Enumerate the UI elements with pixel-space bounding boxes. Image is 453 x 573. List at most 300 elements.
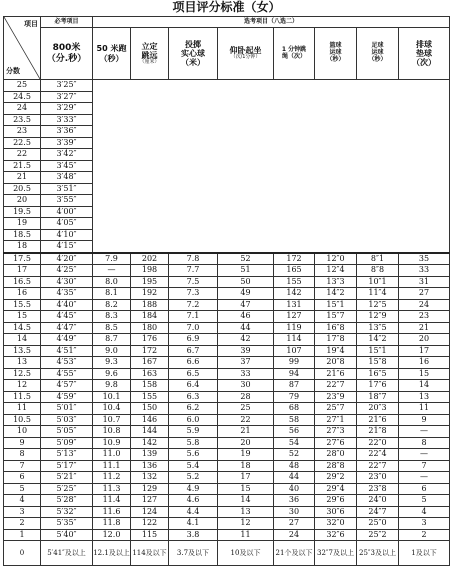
value-cell: 58: [274, 414, 315, 426]
value-cell: 56: [274, 426, 315, 438]
scoring-table: [3, 16, 450, 566]
table-row: [4, 380, 450, 392]
elective-group-header: 选考项目（八选二）: [93, 17, 450, 28]
value-cell: 27″1: [315, 414, 357, 426]
value-cell: 13″3: [315, 276, 357, 288]
value-cell: 13: [399, 391, 450, 403]
value-cell: 10″1: [357, 276, 399, 288]
score-cell: 10.5: [4, 414, 41, 426]
value-cell: 16″5: [357, 368, 399, 380]
value-cell: 25″0: [357, 518, 399, 530]
score-cell: 7: [4, 460, 41, 472]
value-cell: 24: [274, 529, 315, 541]
value-cell: 50: [218, 276, 274, 288]
value-cell: 19: [218, 449, 274, 461]
table-row: [4, 322, 450, 334]
value-cell: 5.2: [169, 472, 218, 484]
value-cell: 12: [218, 518, 274, 530]
value-cell: 19″4: [315, 345, 357, 357]
value-cell: 3′39″: [41, 137, 93, 149]
table-row: [4, 449, 450, 461]
value-cell: 20: [399, 334, 450, 346]
score-cell: 22.5: [4, 137, 41, 149]
value-cell: 4: [399, 506, 450, 518]
value-cell: 17: [399, 345, 450, 357]
value-cell: 25″7: [315, 403, 357, 415]
value-cell: 3′36″: [41, 126, 93, 138]
value-cell: 165: [274, 265, 315, 277]
value-cell: 132: [131, 472, 169, 484]
value-cell: 127: [274, 311, 315, 323]
table-row: [4, 311, 450, 323]
value-cell: 1及以下: [399, 541, 450, 566]
value-cell: 7.8: [169, 253, 218, 265]
value-cell: 30″6: [315, 506, 357, 518]
value-cell: 8.3: [93, 311, 131, 323]
value-cell: 30: [218, 380, 274, 392]
value-cell: 5′25″: [41, 483, 93, 495]
value-cell: 5′41″及以上: [41, 541, 93, 566]
value-cell: 7.3: [169, 288, 218, 300]
value-cell: 28: [218, 391, 274, 403]
value-cell: 22: [218, 414, 274, 426]
value-cell: 10.1: [93, 391, 131, 403]
value-cell: 16″8: [315, 322, 357, 334]
score-cell: 5: [4, 483, 41, 495]
score-cell: 3: [4, 506, 41, 518]
value-cell: 24″0: [357, 495, 399, 507]
value-cell: 14: [399, 380, 450, 392]
value-cell: 24: [399, 299, 450, 311]
score-cell: 23: [4, 126, 41, 138]
column-header-sit-ups: 仰卧起坐 （次/1分钟）: [218, 28, 274, 80]
value-cell: 5.4: [169, 460, 218, 472]
value-cell: 36: [274, 495, 315, 507]
value-cell: 9.3: [93, 357, 131, 369]
table-row: [4, 518, 450, 530]
value-cell: —: [399, 472, 450, 484]
value-cell: 3′25″: [41, 80, 93, 92]
value-cell: 142: [131, 437, 169, 449]
table-row: [4, 299, 450, 311]
value-cell: 163: [131, 368, 169, 380]
value-cell: 4′25″: [41, 265, 93, 277]
value-cell: 8: [399, 437, 450, 449]
value-cell: 11″4: [357, 288, 399, 300]
value-cell: —: [399, 426, 450, 438]
value-cell: 5′03″: [41, 414, 93, 426]
value-cell: 6.5: [169, 368, 218, 380]
score-cell: 13.5: [4, 345, 41, 357]
table-row: [4, 495, 450, 507]
value-cell: 4′35″: [41, 288, 93, 300]
value-cell: 4′40″: [41, 299, 93, 311]
score-cell: 15: [4, 311, 41, 323]
value-cell: 131: [274, 299, 315, 311]
value-cell: 29″6: [315, 495, 357, 507]
value-cell: 68: [274, 403, 315, 415]
value-cell: 146: [131, 414, 169, 426]
value-cell: 15″1: [357, 345, 399, 357]
table-row: [4, 288, 450, 300]
value-cell: 4.4: [169, 506, 218, 518]
value-cell: 3′51″: [41, 183, 93, 195]
value-cell: 28″8: [315, 460, 357, 472]
value-cell: 6.3: [169, 391, 218, 403]
value-cell: 25″3及以上: [357, 541, 399, 566]
value-cell: 8″8: [357, 265, 399, 277]
value-cell: 142: [274, 288, 315, 300]
value-cell: 155: [274, 276, 315, 288]
value-cell: 4′45″: [41, 311, 93, 323]
score-cell: 15.5: [4, 299, 41, 311]
value-cell: 40: [274, 483, 315, 495]
value-cell: 3′27″: [41, 91, 93, 103]
value-cell: 6: [399, 483, 450, 495]
score-cell: 0: [4, 541, 41, 566]
value-cell: 13: [218, 506, 274, 518]
value-cell: 18″7: [357, 391, 399, 403]
value-cell: 11.6: [93, 506, 131, 518]
value-cell: 27: [399, 288, 450, 300]
value-cell: 8.0: [93, 276, 131, 288]
value-cell: 22″0: [357, 437, 399, 449]
score-cell: 24: [4, 103, 41, 115]
table-row: [4, 506, 450, 518]
value-cell: 4′57″: [41, 380, 93, 392]
value-cell: 94: [274, 368, 315, 380]
column-header-basketball: 篮球 运球 （秒）: [315, 28, 357, 80]
table-row: [4, 541, 450, 566]
value-cell: 44: [218, 322, 274, 334]
column-header-50m: 50 米跑 （秒）: [93, 28, 131, 80]
score-cell: 21: [4, 172, 41, 184]
value-cell: 27: [274, 518, 315, 530]
value-cell: 198: [131, 265, 169, 277]
value-cell: 25″2: [357, 529, 399, 541]
value-cell: 46: [218, 311, 274, 323]
value-cell: 6.4: [169, 380, 218, 392]
value-cell: 4.1: [169, 518, 218, 530]
score-cell: 20.5: [4, 183, 41, 195]
value-cell: 18: [218, 460, 274, 472]
table-row: [4, 529, 450, 541]
value-cell: 20: [218, 437, 274, 449]
value-cell: 54: [274, 437, 315, 449]
value-cell: 15″1: [315, 299, 357, 311]
score-cell: 23.5: [4, 114, 41, 126]
value-cell: 32″6: [315, 529, 357, 541]
value-cell: 23″8: [357, 483, 399, 495]
value-cell: 31: [399, 276, 450, 288]
value-cell: 12″4: [315, 265, 357, 277]
value-cell: 107: [274, 345, 315, 357]
value-cell: 15: [399, 368, 450, 380]
value-cell: 35: [399, 253, 450, 265]
value-cell: 4′30″: [41, 276, 93, 288]
score-cell: 20: [4, 195, 41, 207]
value-cell: 4′47″: [41, 322, 93, 334]
value-cell: 10.7: [93, 414, 131, 426]
value-cell: 23″9: [315, 391, 357, 403]
value-cell: 176: [131, 334, 169, 346]
value-cell: 28″0: [315, 449, 357, 461]
score-cell: 22: [4, 149, 41, 161]
value-cell: 5′17″: [41, 460, 93, 472]
value-cell: 10.9: [93, 437, 131, 449]
table-row: [4, 368, 450, 380]
column-header-football: 足球 运球 （秒）: [357, 28, 399, 80]
value-cell: 9.0: [93, 345, 131, 357]
value-cell: 22″7: [315, 380, 357, 392]
value-cell: 25: [218, 403, 274, 415]
empty-area: [93, 80, 450, 253]
value-cell: 33: [399, 265, 450, 277]
value-cell: 3: [399, 518, 450, 530]
value-cell: 37: [218, 357, 274, 369]
score-cell: 8: [4, 449, 41, 461]
table-row: [4, 460, 450, 472]
value-cell: 139: [131, 449, 169, 461]
value-cell: 79: [274, 391, 315, 403]
score-cell: 11: [4, 403, 41, 415]
value-cell: 12.0: [93, 529, 131, 541]
value-cell: 5: [399, 495, 450, 507]
value-cell: 167: [131, 357, 169, 369]
value-cell: 11: [218, 529, 274, 541]
value-cell: 99: [274, 357, 315, 369]
value-cell: 30: [274, 506, 315, 518]
value-cell: 122: [131, 518, 169, 530]
value-cell: 3′42″: [41, 149, 93, 161]
score-cell: 24.5: [4, 91, 41, 103]
value-cell: 16: [399, 357, 450, 369]
value-cell: 115: [131, 529, 169, 541]
value-cell: 3′33″: [41, 114, 93, 126]
score-cell: 16.5: [4, 276, 41, 288]
value-cell: 5′01″: [41, 403, 93, 415]
value-cell: 12.1及以上: [93, 541, 131, 566]
score-cell: 17.5: [4, 253, 41, 265]
value-cell: 29″2: [315, 472, 357, 484]
value-cell: 4′20″: [41, 253, 93, 265]
value-cell: 188: [131, 299, 169, 311]
value-cell: 21: [399, 322, 450, 334]
value-cell: 15″8: [357, 357, 399, 369]
value-cell: 9: [399, 414, 450, 426]
value-cell: 202: [131, 253, 169, 265]
value-cell: 24″7: [357, 506, 399, 518]
value-cell: 180: [131, 322, 169, 334]
value-cell: 32″0: [315, 518, 357, 530]
value-cell: 136: [131, 460, 169, 472]
table-row: [4, 426, 450, 438]
column-header-long-jump: 立定 跳远 （厘米）: [131, 28, 169, 80]
table-row: [4, 414, 450, 426]
table-row: [4, 403, 450, 415]
value-cell: 172: [131, 345, 169, 357]
value-cell: 17: [218, 472, 274, 484]
value-cell: 52: [218, 253, 274, 265]
value-cell: 3′55″: [41, 195, 93, 207]
table-row: [4, 483, 450, 495]
score-cell: 14.5: [4, 322, 41, 334]
value-cell: 4′55″: [41, 368, 93, 380]
value-cell: 144: [131, 426, 169, 438]
value-cell: 5.9: [169, 426, 218, 438]
value-cell: 7: [399, 460, 450, 472]
value-cell: 7.1: [169, 311, 218, 323]
column-header-800m: 800米 （分.秒）: [41, 28, 93, 80]
value-cell: 3′45″: [41, 160, 93, 172]
value-cell: 14: [218, 495, 274, 507]
column-header-shot-put: 投掷 实心球 （米）: [169, 28, 218, 80]
value-cell: 17″8: [315, 334, 357, 346]
score-cell: 13: [4, 357, 41, 369]
score-cell: 9: [4, 437, 41, 449]
value-cell: 3′48″: [41, 172, 93, 184]
value-cell: 27″6: [315, 437, 357, 449]
value-cell: 21: [218, 426, 274, 438]
value-cell: 33: [218, 368, 274, 380]
value-cell: —: [399, 449, 450, 461]
value-cell: 47: [218, 299, 274, 311]
score-cell: 16: [4, 288, 41, 300]
value-cell: 32″7及以上: [315, 541, 357, 566]
value-cell: 150: [131, 403, 169, 415]
table-row: [4, 345, 450, 357]
column-header-jump-rope: 1 分钟跳 绳（次）: [274, 28, 315, 80]
value-cell: 4.9: [169, 483, 218, 495]
value-cell: 9.6: [93, 368, 131, 380]
value-cell: 5′28″: [41, 495, 93, 507]
value-cell: 172: [274, 253, 315, 265]
value-cell: 5.6: [169, 449, 218, 461]
value-cell: 4′53″: [41, 357, 93, 369]
value-cell: 114及以下: [131, 541, 169, 566]
value-cell: 184: [131, 311, 169, 323]
table-row: [4, 334, 450, 346]
value-cell: 6.9: [169, 334, 218, 346]
value-cell: 48: [274, 460, 315, 472]
value-cell: 6.0: [169, 414, 218, 426]
value-cell: 11.4: [93, 495, 131, 507]
value-cell: 15: [218, 483, 274, 495]
value-cell: 51: [218, 265, 274, 277]
value-cell: 5′09″: [41, 437, 93, 449]
score-cell: 11.5: [4, 391, 41, 403]
value-cell: 12″5: [357, 299, 399, 311]
value-cell: 15″7: [315, 311, 357, 323]
value-cell: 8.7: [93, 334, 131, 346]
value-cell: 44: [274, 472, 315, 484]
value-cell: 127: [131, 495, 169, 507]
value-cell: 22″7: [357, 460, 399, 472]
table-row: [4, 80, 450, 92]
value-cell: 11.3: [93, 483, 131, 495]
required-group-header: 必考项目: [41, 17, 93, 28]
value-cell: 5′05″: [41, 426, 93, 438]
value-cell: 21个及以下: [274, 541, 315, 566]
value-cell: 5′32″: [41, 506, 93, 518]
table-row: [4, 357, 450, 369]
score-cell: 2: [4, 518, 41, 530]
value-cell: 114: [274, 334, 315, 346]
value-cell: 12″9: [357, 311, 399, 323]
score-cell: 12: [4, 380, 41, 392]
table-row: [4, 276, 450, 288]
value-cell: 3.7及以下: [169, 541, 218, 566]
value-cell: 21″6: [315, 368, 357, 380]
value-cell: 192: [131, 288, 169, 300]
value-cell: 5′21″: [41, 472, 93, 484]
score-cell: 18: [4, 241, 41, 253]
score-cell: 21.5: [4, 160, 41, 172]
value-cell: 17″6: [357, 380, 399, 392]
value-cell: 20″8: [315, 357, 357, 369]
table-row: [4, 472, 450, 484]
value-cell: 14″2: [357, 334, 399, 346]
value-cell: 6.6: [169, 357, 218, 369]
value-cell: 9.8: [93, 380, 131, 392]
value-cell: 12″0: [315, 253, 357, 265]
value-cell: 11.2: [93, 472, 131, 484]
value-cell: 4′49″: [41, 334, 93, 346]
score-cell: 18.5: [4, 229, 41, 241]
value-cell: 3′29″: [41, 103, 93, 115]
value-cell: 4′00″: [41, 206, 93, 218]
value-cell: 4′51″: [41, 345, 93, 357]
value-cell: 39: [218, 345, 274, 357]
value-cell: 4′59″: [41, 391, 93, 403]
value-cell: 10.8: [93, 426, 131, 438]
value-cell: 21″6: [357, 414, 399, 426]
value-cell: 21″8: [357, 426, 399, 438]
corner-bottom-label: 分数: [6, 66, 20, 75]
value-cell: 5′13″: [41, 449, 93, 461]
value-cell: 8.1: [93, 288, 131, 300]
score-cell: 10: [4, 426, 41, 438]
value-cell: 6.7: [169, 345, 218, 357]
value-cell: 7.2: [169, 299, 218, 311]
table-row: [4, 253, 450, 265]
value-cell: 7.5: [169, 276, 218, 288]
value-cell: 129: [131, 483, 169, 495]
value-cell: —: [93, 265, 131, 277]
table-row: [4, 391, 450, 403]
value-cell: 7.0: [169, 322, 218, 334]
score-cell: 25: [4, 80, 41, 92]
value-cell: 4′10″: [41, 229, 93, 241]
value-cell: 27″3: [315, 426, 357, 438]
value-cell: 52: [274, 449, 315, 461]
score-cell: 12.5: [4, 368, 41, 380]
value-cell: 7.9: [93, 253, 131, 265]
value-cell: 158: [131, 380, 169, 392]
value-cell: 8.5: [93, 322, 131, 334]
corner-header: [4, 17, 41, 80]
table-row: [4, 265, 450, 277]
score-cell: 19.5: [4, 206, 41, 218]
value-cell: 11.8: [93, 518, 131, 530]
value-cell: 5′35″: [41, 518, 93, 530]
value-cell: 20″3: [357, 403, 399, 415]
value-cell: 87: [274, 380, 315, 392]
value-cell: 10.4: [93, 403, 131, 415]
score-cell: 17: [4, 265, 41, 277]
corner-top-label: 项目: [24, 20, 38, 28]
value-cell: 13″5: [357, 322, 399, 334]
